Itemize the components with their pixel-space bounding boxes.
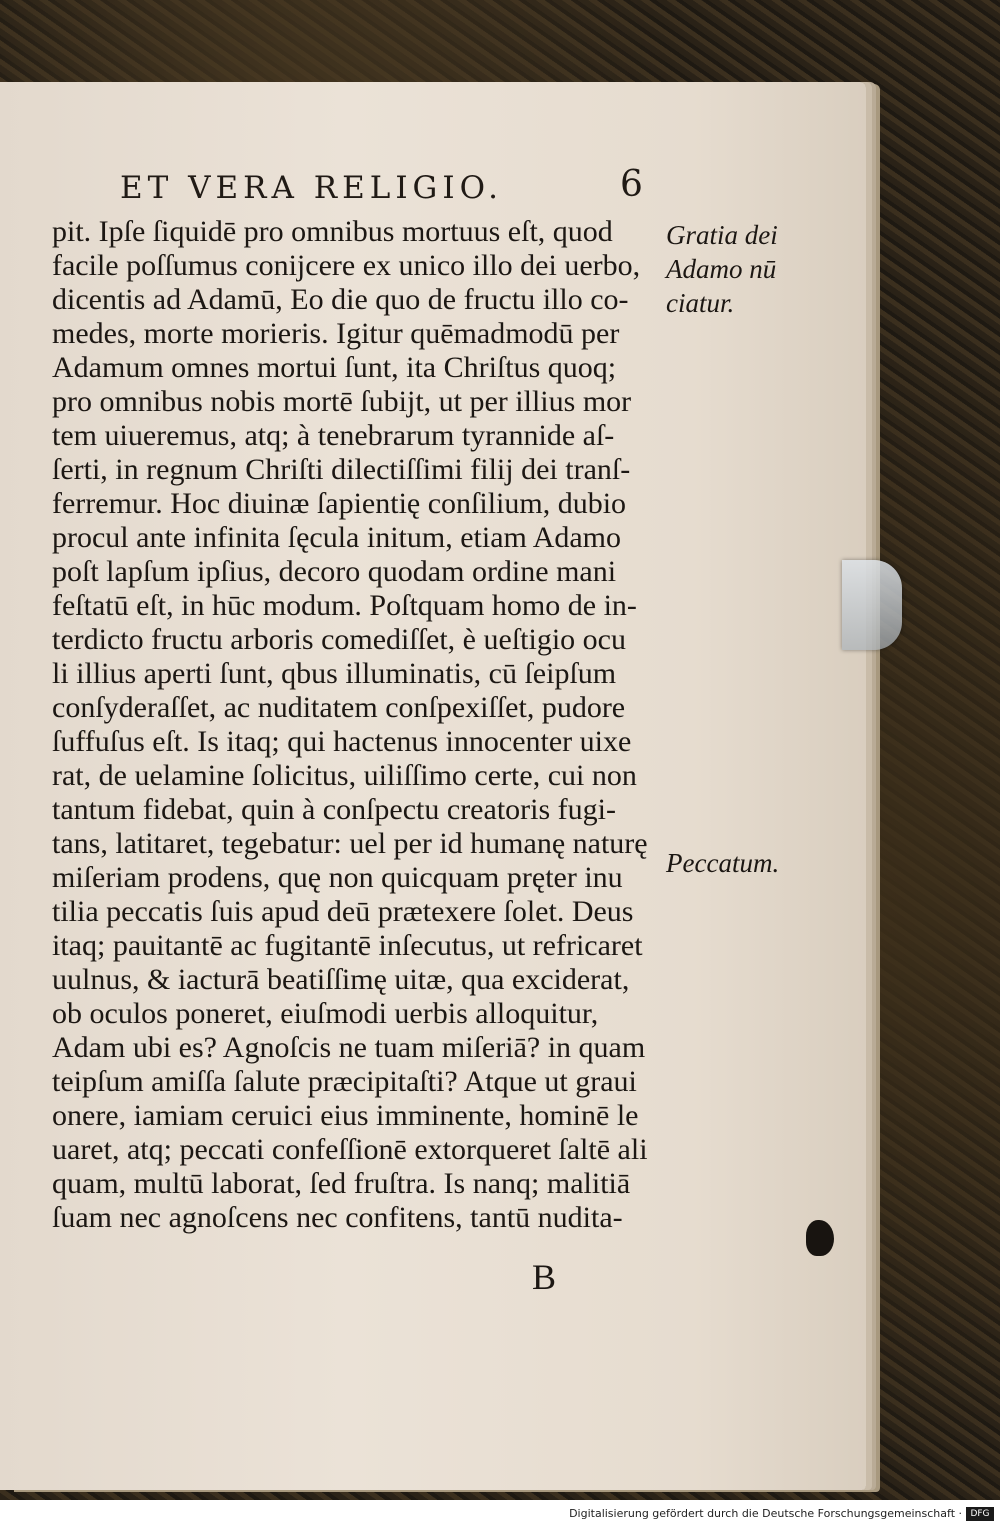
text-line: medes, morte morieris. Igitur quēmadmodū per [52, 317, 620, 350]
footer-bar [0, 1500, 1000, 1529]
ink-blot [806, 1220, 834, 1256]
text-line: quam, multū laborat, ſed fruſtra. Is nanq; malitiā [52, 1167, 631, 1200]
text-line: uulnus, & iacturā beatiſſimę uitæ, qua exciderat, [52, 963, 630, 996]
running-header [120, 164, 660, 210]
text-line: conſyderaſſet, ac nuditatem conſpexiſſet, pudore [52, 691, 626, 724]
text-line: poſt lapſum ipſius, decoro quodam ordine mani [52, 555, 617, 588]
text-line: ob oculos poneret, eiuſmodi uerbis alloquitur, [52, 997, 599, 1030]
folio-number: 6 [620, 164, 648, 205]
margin-note-peccatum [666, 846, 779, 880]
signature-mark: B [532, 1257, 557, 1297]
text-line: tantum fidebat, quin à conſpectu creatoris fugi- [52, 793, 616, 826]
text-line: ſerti, in regnum Chriſti dilectiſſimi filij dei tranſ- [52, 453, 631, 486]
text-line: rat, de uelamine ſolicitus, uiliſſimo certe, cui non [52, 759, 637, 792]
text-line: ferremur. Hoc diuinæ ſapientię conſilium, dubio [52, 487, 627, 520]
text-line: onere, iamiam ceruici eius imminente, hominē le [52, 1099, 639, 1132]
text-line: facile poſſumus conijcere ex unico illo dei uerbo, [52, 249, 641, 282]
text-line: tem uiueremus, atq; à tenebrarum tyrannide aſ- [52, 419, 615, 452]
text-line: ſuam nec agnoſcens nec confitens, tantū nudita- [52, 1201, 623, 1234]
text-line: Adam ubi es? Agnoſcis ne tuam miſeriā? in quam [52, 1031, 646, 1064]
text-line: pro omnibus nobis mortē ſubijt, ut per illius mor [52, 385, 632, 418]
margin-note-line: Gratia dei [666, 220, 778, 250]
text-line: feſtatū eſt, in hūc modum. Poſtquam homo de in- [52, 589, 637, 622]
dfg-logo: DFG [966, 1507, 994, 1521]
text-line: procul ante infinita ſęcula initum, etiam Adamo [52, 521, 622, 554]
text-line: ſuffuſus eſt. Is itaq; qui hactenus innocenter uixe [52, 725, 632, 758]
text-line: itaq; pauitantē ac fugitantē inſecutus, ut refricaret [52, 929, 643, 962]
page-clip [842, 560, 902, 650]
margin-note-line: ciatur. [666, 288, 735, 318]
running-title: ET VERA RELIGIO. [120, 170, 504, 206]
text-line: miſeriam prodens, quę non quicquam pręter inu [52, 861, 623, 894]
text-line: terdicto fructu arboris comediſſet, è ueſtigio ocu [52, 623, 626, 656]
margin-note-line: Peccatum. [666, 848, 780, 878]
text-line: li illius aperti ſunt, qbus illuminatis, cū ſeipſum [52, 657, 617, 690]
text-line: Adamum omnes mortui ſunt, ita Chriſtus quoq; [52, 351, 617, 384]
margin-note-line: Adamo nū [666, 254, 777, 284]
margin-note-gratia [666, 218, 778, 320]
text-line: tans, latitaret, tegebatur: uel per id humanę naturę [52, 827, 648, 860]
text-line: tilia peccatis ſuis apud deū prætexere ſolet. Deus [52, 895, 634, 928]
text-line: teipſum amiſſa ſalute præcipitaſti? Atque ut graui [52, 1065, 637, 1098]
body-text [52, 215, 662, 1235]
funding-credit: Digitalisierung gefördert durch die Deutsche Forschungsgemeinschaft · [569, 1507, 962, 1520]
text-line: dicentis ad Adamū, Eo die quo de fructu illo co- [52, 283, 629, 316]
text-line: uaret, atq; peccati confeſſionē extorqueret ſaltē ali [52, 1133, 648, 1166]
text-line: pit. Ipſe ſiquidē pro omnibus mortuus eſt, quod [52, 215, 613, 248]
